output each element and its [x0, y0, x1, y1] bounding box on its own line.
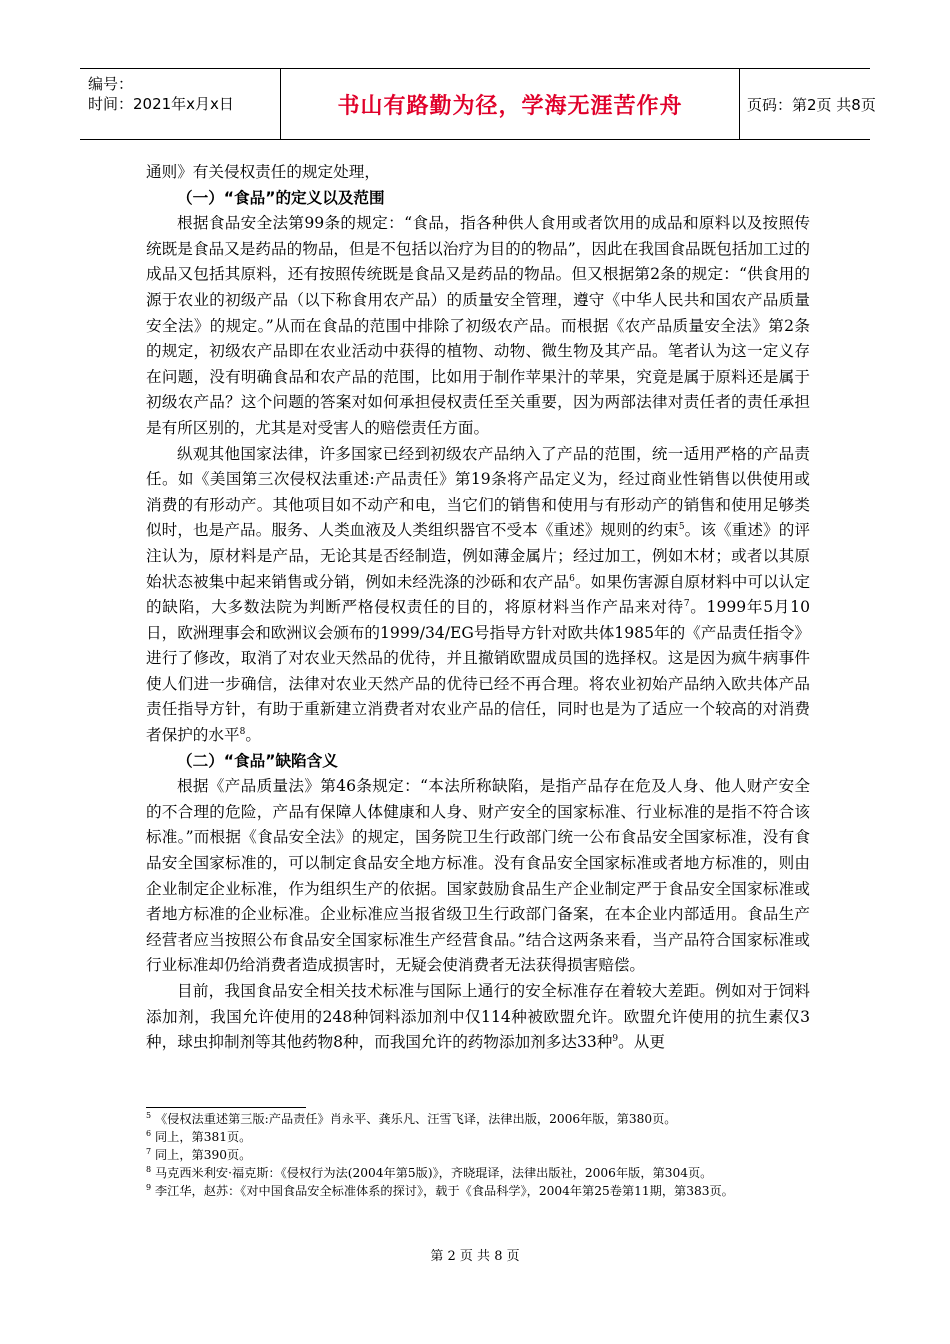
footnote-ref[interactable]: 7 [683, 598, 690, 609]
paragraph-text: 。该《重述》的评注认为，原材料是产品，无论其是否经制造，例如薄金属片；经过加工，例如木材；或者以其原始状态被集中起来销售或分销，例如未经洗涤的沙砾和农产品 [146, 521, 810, 591]
body-line: 通则》有关侵权责任的规定处理， [146, 163, 380, 181]
paragraph-text: 目前，我国食品安全相关技术标准与国际上通行的安全标准存在着较大差距。例如对于饲料添加剂，我国允许使用的248种饲料添加剂中仅114种被欧盟允许。欧盟允许使用的抗生素仅3种，球虫抑制剂等其他药物8种，而我国允许的药物添加剂多达33种 [146, 982, 810, 1052]
page-header [80, 68, 876, 140]
footnote-number: 9 [146, 1182, 152, 1192]
footnote-number: 7 [146, 1146, 152, 1156]
paragraph [146, 979, 810, 1056]
paragraph: 根据食品安全法第99条的规定：“食品，指各种供人食用或者饮用的成品和原料以及按照传统既是食品又是药品的物品，但是不包括以治疗为目的的物品”，因此在我国食品既包括加工过的成品又包括其原料，还有按照传统既是食品又是药品的物品。但又根据第2条的规定：“供食用的源于农业的初级产品（以下称食用农产品）的质量安全管理，遵守《中华人民共和国农产品质量安全法》的规定。”从而在食品的范围中排除了初级农产品。而根据《农产品质量安全法》第2条的规定，初级农产品即在农业活动中获得的植物、动物、微生物及其产品。笔者认为这一定义存在问题，没有明确食品和农产品的范围，比如用于制作苹果汁的苹果，究竟是属于原料还是属于初级农产品？这个问题的答案对如何承担侵权责任至关重要，因为两部法律对责任者的责任承担是有所区别的，尤其是对受害人的赔偿责任方面。 [146, 214, 810, 437]
time-label: 时间：2021年x月x日 [88, 95, 234, 113]
footnote-number: 8 [146, 1164, 152, 1174]
document-body [146, 160, 810, 1056]
section-heading: （一）“食品”的定义以及范围 [177, 188, 385, 207]
page-footer: 第 2 页 共 8 页 [430, 1249, 520, 1264]
paragraph: 根据《产品质量法》第46条规定：“本法所称缺陷，是指产品存在危及人身、他人财产安全的不合理的危险，产品有保障人体健康和人身、财产安全的国家标准、行业标准的是指不符合该标准。”而根据《食品安全法》的规定，国务院卫生行政部门统一公布食品安全国家标准，没有食品安全国家标准的，可以制定食品安全地方标准。没有食品安全国家标准或者地方标准的，则由企业制定企业标准，作为组织生产的依据。国家鼓励食品生产企业制定严于食品安全国家标准或者地方标准的企业标准。企业标准应当报省级卫生行政部门备案，在本企业内部适用。食品生产经营者应当按照公布食品安全国家标准生产经营食品。”结合这两条来看，当产品符合国家标准或行业标准却仍给消费者造成损害时，无疑会使消费者无法获得损害赔偿。 [146, 777, 810, 975]
footnote-text: 《侵权法重述第三版:产品责任》肖永平、龚乐凡、汪雪飞译，法律出版，2006年版，第380页。 [154, 1112, 677, 1126]
header-motto-cell [280, 69, 740, 139]
paragraph-text: 。如果伤害源自原材料中可以认定的缺陷，大多数法院为判断严格侵权责任的目的，将原材料当作产品来对待 [146, 572, 810, 617]
footnote [146, 1110, 810, 1128]
paragraph [146, 442, 810, 749]
footnote [146, 1182, 810, 1200]
footnote-ref[interactable]: 9 [612, 1034, 619, 1044]
number-label: 编号： [88, 75, 134, 93]
footnote-text: 同上，第381页。 [154, 1130, 252, 1144]
footnote-number: 5 [146, 1110, 152, 1120]
footnote-ref[interactable]: 6 [569, 573, 575, 584]
motto: 书山有路勤为径，学海无涯苦作舟 [337, 93, 683, 119]
paragraph-text: 纵观其他国家法律，许多国家已经到初级农产品纳入了产品的范围，统一适用严格的产品责任。如《美国第三次侵权法重述:产品责任》第19条将产品定义为，经过商业性销售以供使用或消费的有形动产。其他项目如不动产和电，当它们的销售和使用与有形动产的销售和使用足够类似时，也是产品。服务、人类血液及人类组织器官不受本《重述》规则的约束 [146, 444, 810, 540]
paragraph-text: 。 [245, 726, 261, 745]
paragraph-text: 。从更 [618, 1033, 665, 1052]
footnote-text: 马克西米利安·福克斯：《侵权行为法(2004年第5版)》，齐晓琨译，法律出版社，2006年版，第304页。 [154, 1166, 713, 1180]
footnote-ref[interactable]: 8 [239, 726, 246, 737]
paragraph-text: 。1999年5月10日，欧洲理事会和欧洲议会颁布的1999/34/EG号指导方针对欧共体1985年的《产品责任指令》进行了修改，取消了对农业天然品的优待，并且撤销欧盟成员国的选择权。这是因为疯牛病事件使人们进一步确信，法律对农业天然产品的优待已经不再合理。将农业初始产品纳入欧共体产品责任指导方针，有助于重新建立消费者对农业产品的信任，同时也是为了适应一个较高的对消费者保护的水平 [146, 598, 810, 745]
section-heading: （二）“食品”缺陷含义 [177, 751, 338, 770]
footnote [146, 1164, 810, 1182]
footnote-number: 6 [146, 1128, 152, 1138]
footnote [146, 1128, 810, 1146]
footnotes [146, 1110, 810, 1200]
footnote [146, 1146, 810, 1164]
header-meta [80, 69, 280, 139]
footnote-divider [146, 1107, 306, 1108]
header-page-info: 页码：第2页 共8页 [747, 95, 876, 114]
footnote-ref[interactable]: 5 [678, 522, 685, 533]
footnote-text: 同上，第390页。 [154, 1148, 252, 1162]
footnote-text: 李江华，赵苏：《对中国食品安全标准体系的探讨》，载于《食品科学》，2004年第25卷第11期，第383页。 [154, 1184, 734, 1198]
